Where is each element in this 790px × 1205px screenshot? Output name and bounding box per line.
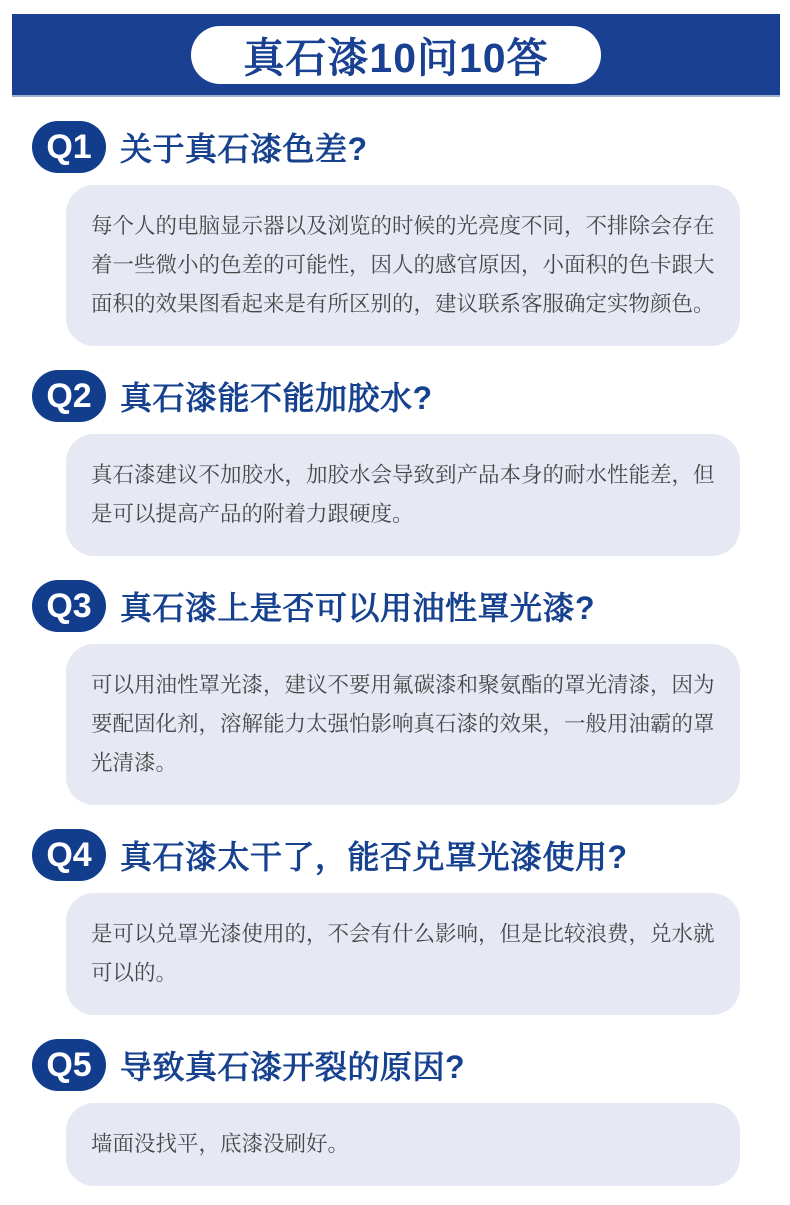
page-title: 真石漆10问10答 — [243, 35, 549, 81]
question-row — [32, 580, 790, 632]
title-banner — [12, 14, 780, 97]
question-badge: Q1 — [32, 121, 106, 173]
question-row — [32, 1039, 790, 1091]
answer-text: 墙面没找平，底漆没刷好。 — [91, 1132, 350, 1156]
faq-item — [0, 121, 790, 346]
answer-card — [66, 644, 740, 805]
question-badge: Q5 — [32, 1039, 106, 1091]
answer-card — [66, 185, 740, 346]
faq-item — [0, 1039, 790, 1186]
question-title: 导致真石漆开裂的原因? — [120, 1049, 466, 1085]
faq-item — [0, 580, 790, 805]
question-row — [32, 829, 790, 881]
answer-text: 每个人的电脑显示器以及浏览的时候的光亮度不同，不排除会存在着一些微小的色差的可能性，因人的感官原因，小面积的色卡跟大面积的效果图看起来是有所区别的，建议联系客服确定实物颜色。 — [91, 214, 715, 316]
faq-page — [0, 14, 790, 1205]
question-badge: Q3 — [32, 580, 106, 632]
question-title: 真石漆太干了，能否兑罩光漆使用? — [120, 839, 628, 875]
question-title: 关于真石漆色差? — [120, 131, 368, 167]
question-title: 真石漆能不能加胶水? — [120, 380, 433, 416]
answer-card — [66, 434, 740, 556]
answer-text: 是可以兑罩光漆使用的，不会有什么影响，但是比较浪费，兑水就可以的。 — [91, 922, 715, 985]
question-badge: Q2 — [32, 370, 106, 422]
answer-text: 可以用油性罩光漆，建议不要用氟碳漆和聚氨酯的罩光清漆，因为要配固化剂，溶解能力太强怕影响真石漆的效果，一般用油霸的罩光清漆。 — [91, 673, 715, 775]
question-badge: Q4 — [32, 829, 106, 881]
faq-item — [0, 370, 790, 556]
answer-card — [66, 893, 740, 1015]
question-row — [32, 121, 790, 173]
answer-text: 真石漆建议不加胶水，加胶水会导致到产品本身的耐水性能差，但是可以提高产品的附着力跟硬度。 — [91, 463, 715, 526]
title-pill — [191, 26, 600, 84]
question-row — [32, 370, 790, 422]
faq-item — [0, 829, 790, 1015]
question-title: 真石漆上是否可以用油性罩光漆? — [120, 590, 596, 626]
answer-card — [66, 1103, 740, 1186]
